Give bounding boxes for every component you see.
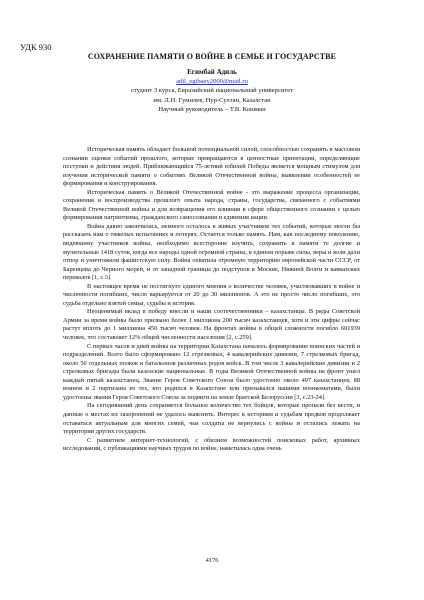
page-number: 4176: [205, 557, 219, 564]
author-block: [0, 68, 424, 114]
author-name: Егимбай Адиль: [187, 68, 237, 76]
paragraph: Неоценимый вклад в победу внесли и наши соотечественники – казахстанцы. В ряды Советской Армии за время войны было призвано более 1 миллиона 200 тысяч казахстанцев, хотя и эти цифры сейчас растут вплоть до 1 миллиона 450 тысяч человек. На фронтах войны в общей сложности погибло 601939 человек, что составляет 12% общей численности населения [2, с.259].: [63, 308, 360, 342]
author-affiliation-line2: им. Л.Н. Гумилев, Нур-Султан, Казахстан: [153, 96, 271, 104]
supervisor-line: Научный руководитель – Т.В. Кошман: [158, 105, 266, 113]
paragraph: На сегодняшний день сохраняется большое количество тех бойцов, которые пропали без вести, и данные о местах их захоронений не удалось выяснить. Интерес к историям и судьбам предков продолжает оставаться актуальным для многих семей, чьи солдаты не вернулись с войны и остались лежать на территории других государств.: [63, 402, 360, 436]
article-body: [63, 146, 360, 454]
paragraph: В настоящее время не постигнуто единого мнения о количестве человек, участвовавших в войне и численности погибших, число варьируется от 20 до 30 миллионов. А это не просто число погибших, это судьба отдельно взятой семьи, судьбы и история.: [63, 282, 360, 307]
udk-code: УДК 930: [20, 42, 52, 52]
author-affiliation-line1: студент 3 курса, Евразийский национальный университет: [130, 87, 294, 95]
paragraph: С развитием интернет-технологий, с обилием возможностей поисковых работ, архивных исследований, с публикациями научных трудов по войне, наметилась одна очень: [63, 436, 360, 453]
paragraph: Война давно закончилась, немного осталось в живых участников тех событий, которые могли бы рассказать нам о тяжелых испытаниях и потерях. Остается только память. Нам, как последнему поколению, видевшему участников войны, необходимо всесторонне изучить, сохранить в памяти те долгие и мучительные 1418 суток, когда все народы одной огромной страны, в едином порыве силы, веры и воли дали отпор и уничтожили фашистскую силу. Война охватила огромную территорию европейской части СССР, от Баренцева до Черного морей, и от западной границы до подступов к Москве, Нижней Волги и кавказских перевалов [1, с.3].: [63, 222, 360, 282]
paragraph: С первых часов и дней войны на территории Казахстана началось формирование воинских частей и подразделений. Всего было сформировано 12 стрелковых, 4 кавалерийских дивизии, 7 стрелковых бригад, около 50 отдельных полков и батальонов различных родов войск. В том числе 3 кавалерийские дивизии и 2 стрелковых бригады были казахские национальные. В годы Великой Отечественной войны на фронт ушел каждый пятый казахстанец. Звание Героя Советского Союза было удостоено около 497 казахстанцев, 88 воинов и 2 партизана из тех, кто родился в Казахстане или призывался нашими военкоматами, были удостоены звания Героя Советского Союза за подвиги на земле братской Белоруссии [3, с.23-24].: [63, 342, 360, 401]
author-email-link[interactable]: adil_egibaev2000@mail.ru: [176, 78, 248, 86]
paragraph: Историческая память о Великой Отечественной войне - это выражение процесса организации, сохранения и воспроизводства прошлого опыта народа, страны, государства, связанного с событиями Великой Отечественной войны и для возвращения его влияния в сфере общественного сознании с целью формирования патриотизма, гражданского самосознания и единения нации.: [63, 188, 360, 222]
paragraph: Историческая память обладает большой потенциальной силой, способностью сохранять в массовом сознании оценки событий прошлого, которые превращаются в ценностные ориентации, определяющие поступки и действия людей. Приближающийся 75-летний юбилей Победы является мощным стимулом для изучения исторической памяти о событиях Великой Отечественной войны, выявлении особенностей ее формирования и конструирования.: [63, 146, 360, 188]
article-title: СОХРАНЕНИЕ ПАМЯТИ О ВОЙНЕ В СЕМЬЕ И ГОСУДАРСТВЕ: [87, 52, 337, 61]
